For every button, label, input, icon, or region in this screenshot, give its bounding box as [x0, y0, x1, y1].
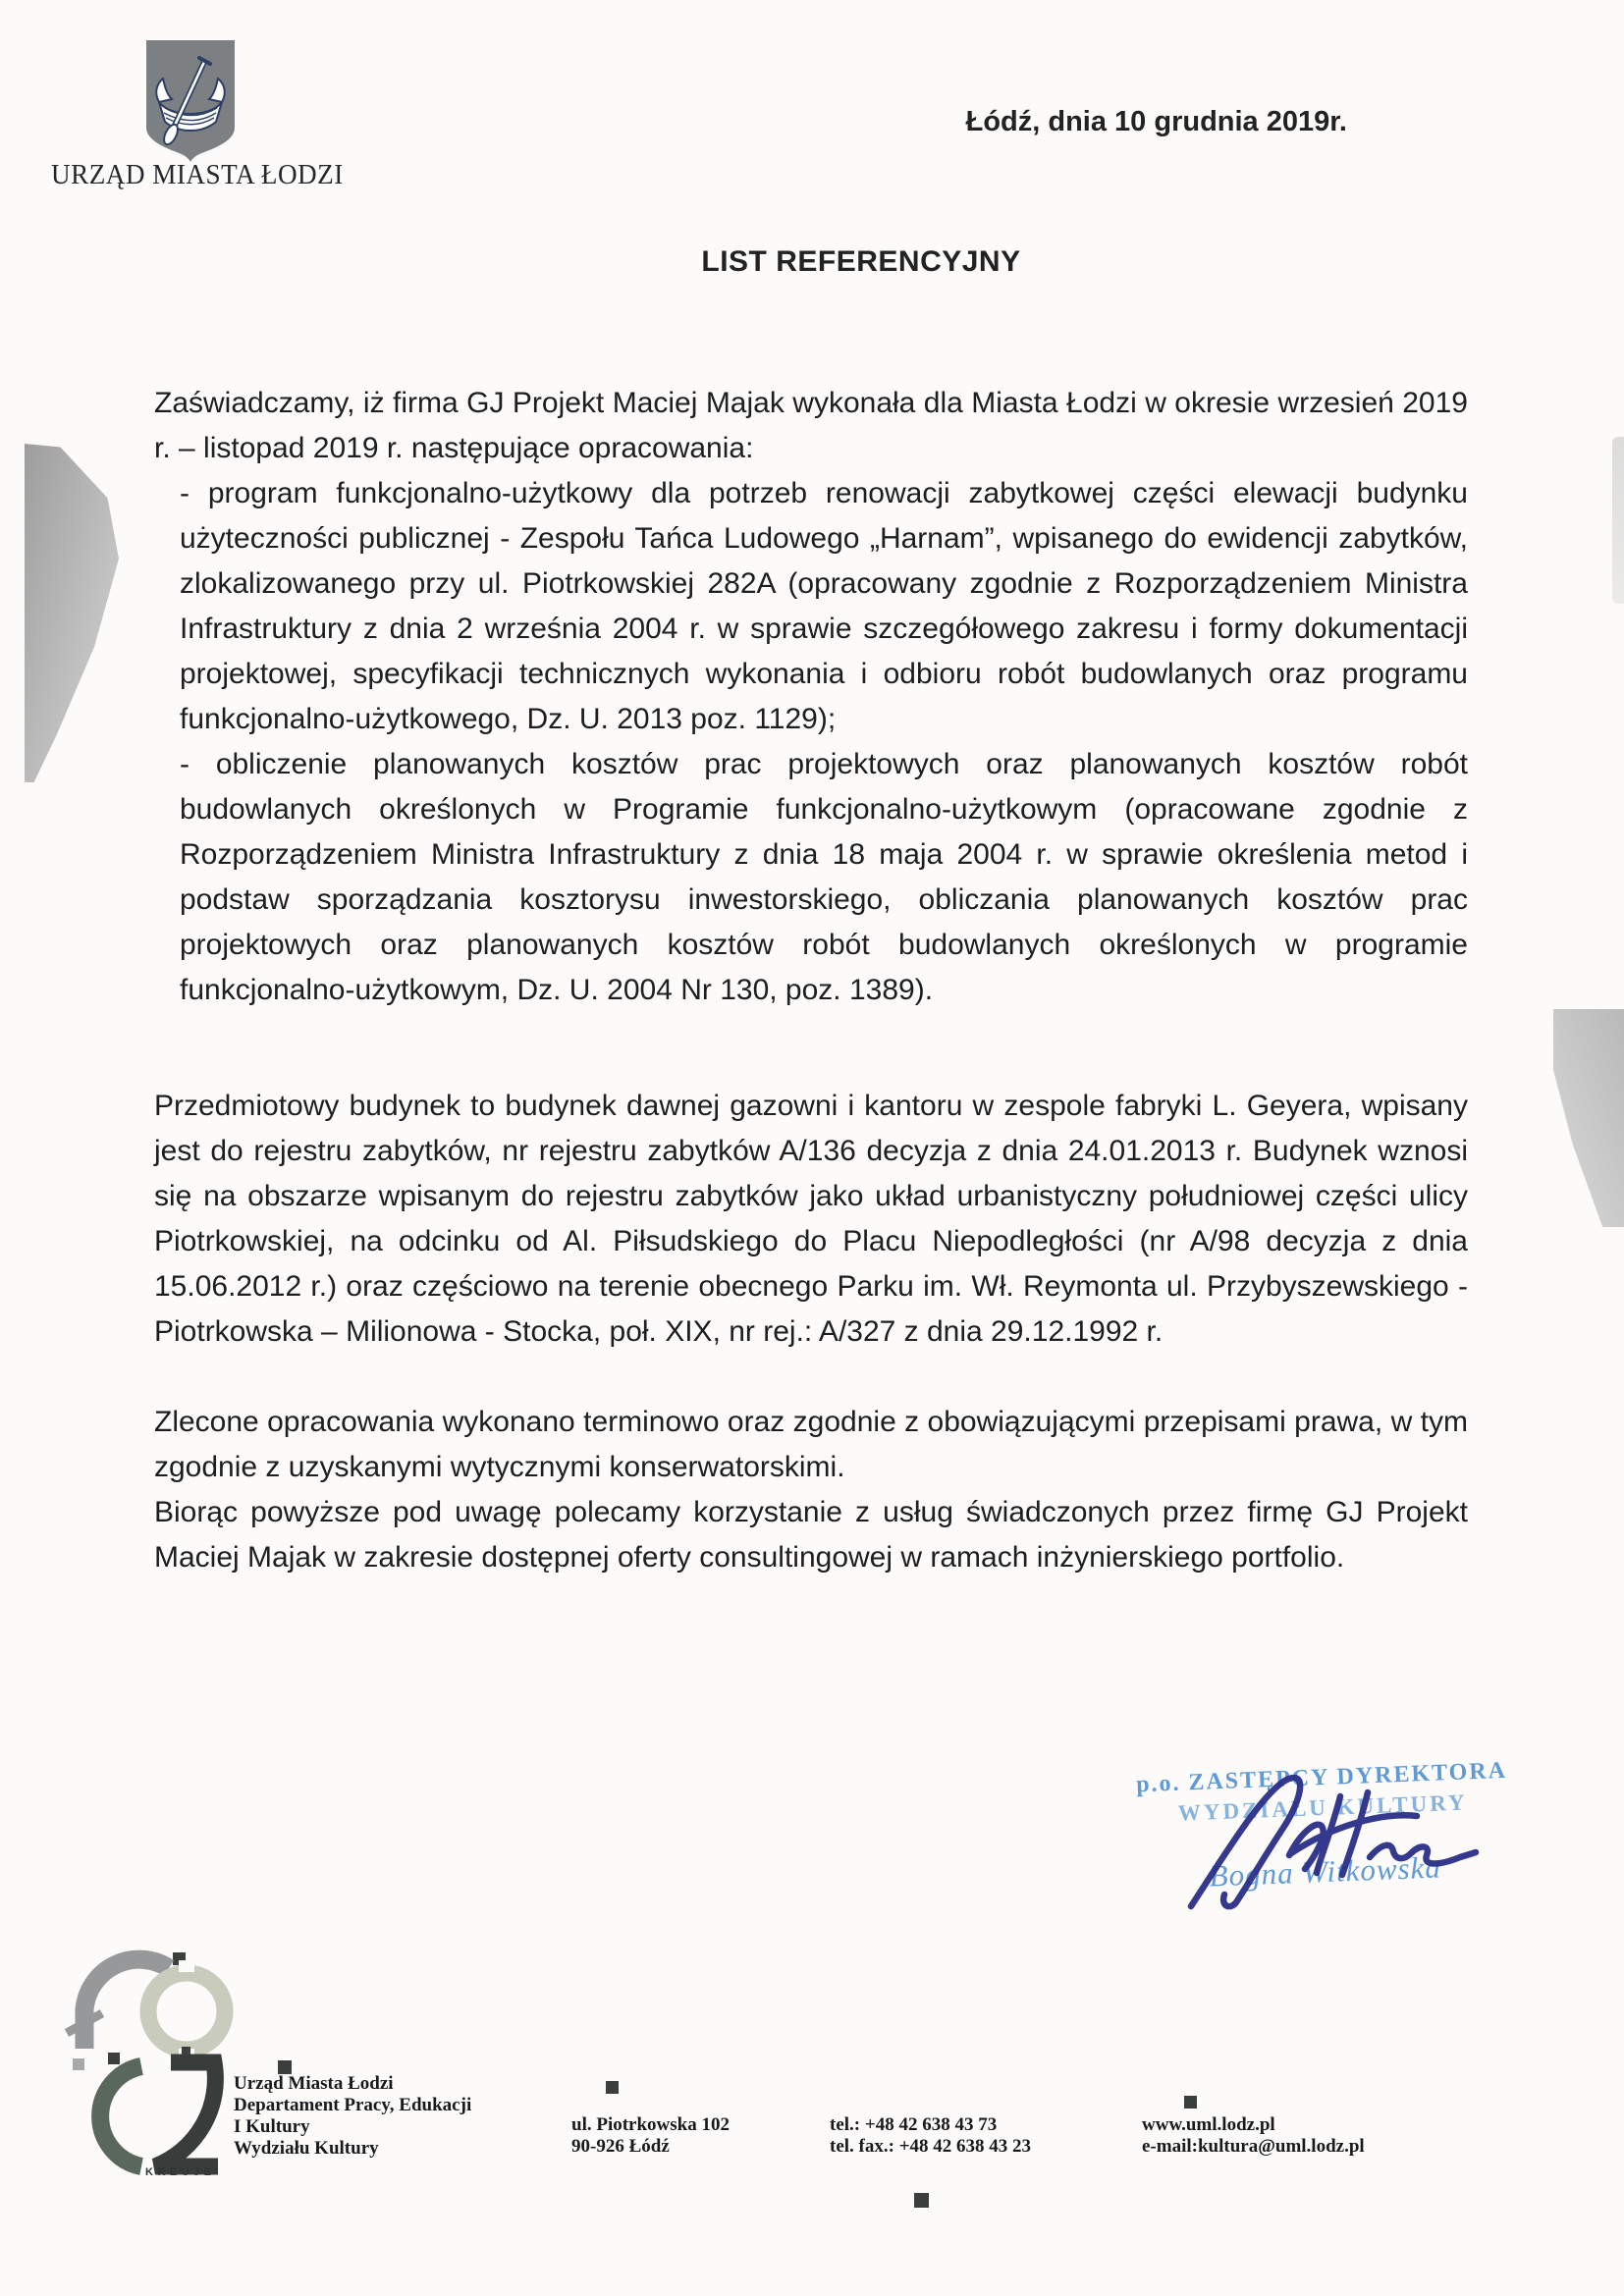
- footer-bullet-org: [278, 2060, 292, 2074]
- paragraph-intro: Zaświadczamy, iż firma GJ Projekt Maciej Majak wykonała dla Miasta Łodzi w okresie wrzesień 2019 r. – listopad 2019 r. następujące opracowania:: [154, 387, 1468, 464]
- stamp-title-line2: WYDZIAŁU KULTURY: [1177, 1789, 1469, 1826]
- document-title: LIST REFERENCYJNY: [701, 245, 1021, 278]
- lodz-coat-of-arms-icon: [145, 39, 236, 163]
- footer-organization: [234, 2073, 471, 2160]
- paragraph-recommendation-2: Biorąc powyższe pod uwagę polecamy korzystanie z usług świadczonych przez firmę GJ Projekt Maciej Majak w zakresie dostępnej oferty consultingowej w ramach inżynierskiego portfolio.: [154, 1496, 1468, 1574]
- footer-web-contacts: [1142, 2114, 1365, 2158]
- footer-org-line: I Kultury: [234, 2116, 310, 2137]
- footer-fax: tel. fax.: +48 42 638 43 23: [830, 2136, 1032, 2157]
- kreuje-wordmark: KREUJE: [145, 2166, 216, 2178]
- paragraph-building: Przedmiotowy budynek to budynek dawnej gazowni i kantoru w zespole fabryki L. Geyera, wpisany jest do rejestru zabytków, nr rejestru zabytków A/136 decyzja z dnia 24.01.2013 r. Budynek wznosi się na obszarze wpisanym do rejestru zabytków jako układ urbanistyczny południowej części ulicy Piotrkowskiej, na odcinku od Al. Piłsudskiego do Placu Niepodległości (nr A/98 decyzja z dnia 15.06.2012 r.) oraz częściowo na terenie obecnego Parku im. Wł. Reymonta ul. Przybyszewskiego - Piotrkowska – Milionowa - Stocka, poł. XIX, nr rej.: A/327 z dnia 29.12.1992 r.: [154, 1090, 1468, 1348]
- office-name: URZĄD MIASTA ŁODZI: [51, 160, 344, 190]
- footer-bullet-bottom: [914, 2193, 929, 2208]
- footer-bullet-address: [606, 2081, 619, 2094]
- paragraph-item-1: - program funkcjonalno-użytkowy dla potrzeb renowacji zabytkowej części elewacji budynku użyteczności publicznej - Zespołu Tańca Ludowego „Harnam”, wpisanego do ewidencji zabytków, zlokalizowanego przy ul. Piotrkowskiej 282A (opracowany zgodnie z Rozporządzeniem Ministra Infrastruktury z dnia 2 września 2004 r. w sprawie szczegółowego zakresu i formy dokumentacji projektowej, specyfikacji technicznych wykonania i odbioru robót budowlanych oraz programu funkcjonalno-użytkowego, Dz. U. 2013 poz. 1129);: [180, 477, 1468, 735]
- footer-bullet-web: [1184, 2096, 1197, 2109]
- footer-address-street: ul. Piotrkowska 102: [571, 2114, 730, 2135]
- stamp-signer-name: Bogna Witkowska: [1208, 1849, 1442, 1894]
- stamp-title-line1: p.o. ZASTĘPCY DYREKTORA: [1135, 1757, 1508, 1798]
- footer-website: www.uml.lodz.pl: [1142, 2114, 1275, 2135]
- footer-tel: tel.: +48 42 638 43 73: [830, 2114, 998, 2135]
- paragraph-recommendation-1: Zlecone opracowania wykonano terminowo oraz zgodnie z obowiązującymi przepisami prawa, w tym zgodnie z uzyskanymi wytycznymi konserwatorskimi.: [154, 1406, 1468, 1483]
- footer-org-line: Urząd Miasta Łodzi: [234, 2073, 394, 2094]
- scan-shadow-edge: [1612, 437, 1624, 604]
- footer-phones: [830, 2114, 1031, 2158]
- letter-body: [154, 381, 1468, 1580]
- scan-shadow-left: [25, 444, 119, 782]
- paragraph-item-2: - obliczenie planowanych kosztów prac projektowych oraz planowanych kosztów robót budowlanych określonych w Programie funkcjonalno-użytkowym (opracowane zgodnie z Rozporządzeniem Ministra Infrastruktury z dnia 18 maja 2004 r. w sprawie określenia metod i podstaw sporządzania kosztorysu inwestorskiego, obliczania planowanych kosztów prac projektowych oraz planowanych kosztów robót budowlanych określonych w programie funkcjonalno-użytkowym, Dz. U. 2004 Nr 130, poz. 1389).: [180, 748, 1468, 1006]
- footer-org-line: Departament Pracy, Edukacji: [234, 2095, 472, 2115]
- footer-org-line: Wydziału Kultury: [234, 2138, 379, 2159]
- footer-address-city: 90-926 Łódź: [571, 2136, 670, 2157]
- date-line: Łódź, dnia 10 grudnia 2019r.: [965, 106, 1347, 137]
- scan-shadow-right: [1517, 1009, 1624, 1227]
- footer-address: [571, 2114, 730, 2158]
- handwritten-signature: [1173, 1757, 1497, 1924]
- footer-email: e-mail:kultura@uml.lodz.pl: [1142, 2136, 1365, 2157]
